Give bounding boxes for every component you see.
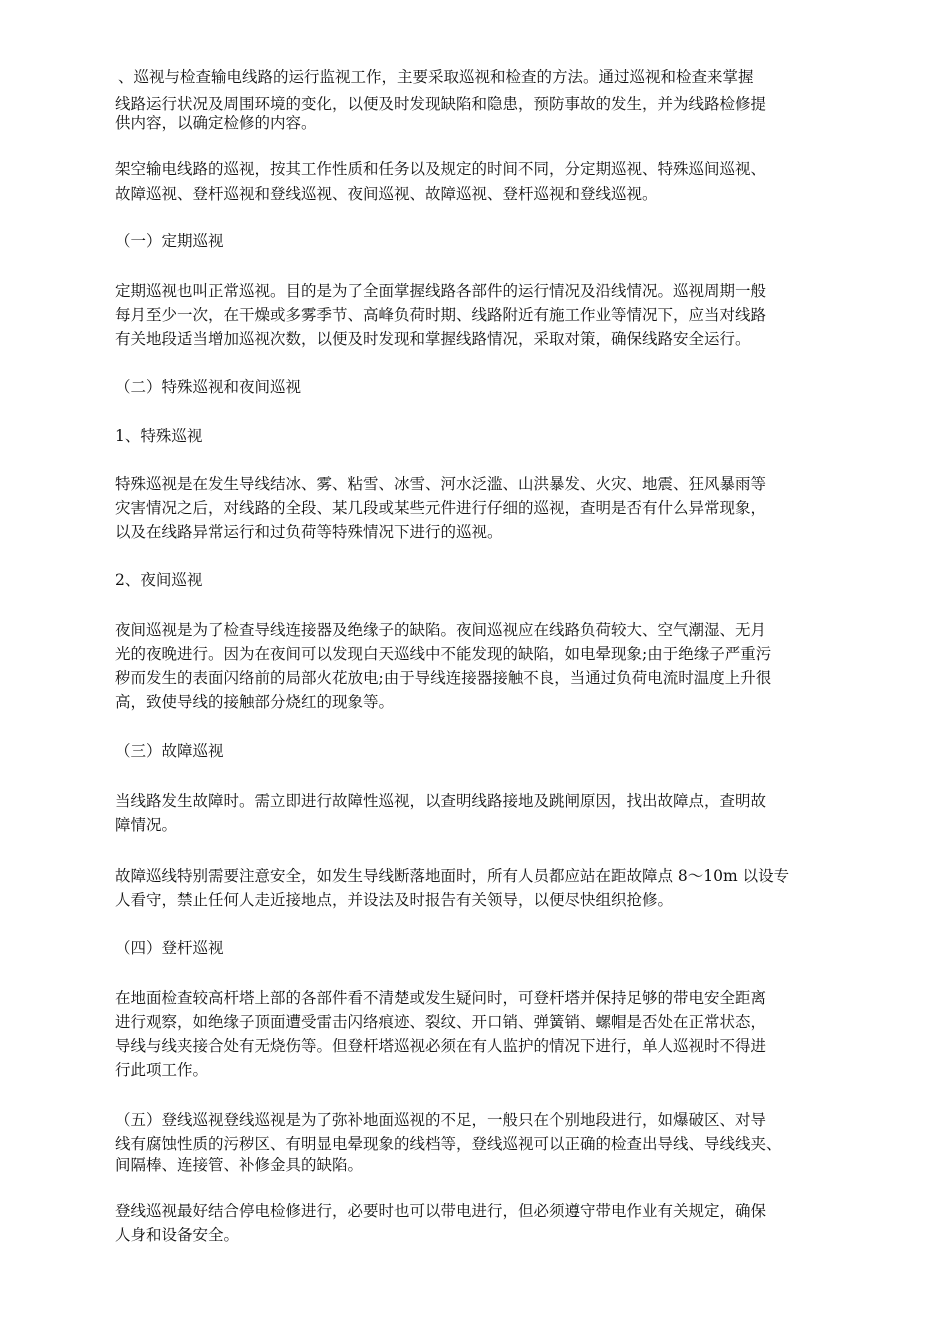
subsection-heading: 1、特殊巡视 xyxy=(115,427,203,445)
paragraph-line: 以及在线路异常运行和过负荷等特殊情况下进行的巡视。 xyxy=(115,523,503,541)
paragraph-line: 每月至少一次，在干燥或多雾季节、高峰负荷时期、线路附近有施工作业等情况下，应当对线路 xyxy=(115,306,767,324)
section-heading: （一）定期巡视 xyxy=(115,232,224,250)
paragraph-line: （五）登线巡视登线巡视是为了弥补地面巡视的不足，一般只在个别地段进行，如爆破区、对导 xyxy=(115,1111,767,1129)
paragraph-line: 光的夜晚进行。因为在夜间可以发现白天巡线中不能发现的缺陷，如电晕现象;由于绝缘子严重污 xyxy=(115,645,772,663)
paragraph-line: 特殊巡视是在发生导线结冰、雾、粘雪、冰雪、河水泛滥、山洪暴发、火灾、地震、狂风暴雨等 xyxy=(115,475,767,493)
paragraph-line: 、巡视与检查输电线路的运行监视工作，主要采取巡视和检查的方法。通过巡视和检查来掌握 xyxy=(118,68,754,86)
paragraph-line: 秽而发生的表面闪络前的局部火花放电;由于导线连接器接触不良，当通过负荷电流时温度上升很 xyxy=(115,669,772,687)
paragraph-line: 定期巡视也叫正常巡视。目的是为了全面掌握线路各部件的运行情况及沿线情况。巡视周期一般 xyxy=(115,282,767,300)
section-heading: （三）故障巡视 xyxy=(115,742,224,760)
paragraph-line: 灾害情况之后，对线路的全段、某几段或某些元件进行仔细的巡视，查明是否有什么异常现象， xyxy=(115,499,767,517)
paragraph-line: 供内容，以确定检修的内容。 xyxy=(115,114,317,132)
paragraph-line: 架空输电线路的巡视，按其工作性质和任务以及规定的时间不同，分定期巡视、特殊巡间巡视、 xyxy=(115,160,767,178)
paragraph-line: 登线巡视最好结合停电检修进行，必要时也可以带电进行，但必须遵守带电作业有关规定，确保 xyxy=(115,1202,767,1220)
paragraph-line: 人看守，禁止任何人走近接地点，并设法及时报告有关领导，以便尽快组织抢修。 xyxy=(115,891,674,909)
paragraph-line: 故障巡线特别需要注意安全，如发生导线断落地面时，所有人员都应站在距故障点 8～10m 以设专 xyxy=(115,867,790,885)
paragraph-line: 进行观察，如绝缘子顶面遭受雷击闪络痕迹、裂纹、开口销、弹簧销、螺帽是否处在正常状态， xyxy=(115,1013,767,1031)
paragraph-line: 导线与线夹接合处有无烧伤等。但登杆塔巡视必须在有人监护的情况下进行，单人巡视时不得进 xyxy=(115,1037,767,1055)
paragraph-line: 障情况。 xyxy=(115,816,178,834)
paragraph-line: 线路运行状况及周围环境的变化，以便及时发现缺陷和隐患，预防事故的发生，并为线路检修提 xyxy=(115,95,767,113)
paragraph-line: 在地面检查较高杆塔上部的各部件看不清楚或发生疑问时，可登杆塔并保持足够的带电安全距离 xyxy=(115,989,767,1007)
section-heading: （四）登杆巡视 xyxy=(115,939,224,957)
paragraph-line: 夜间巡视是为了检查导线连接器及绝缘子的缺陷。夜间巡视应在线路负荷较大、空气潮湿、无月 xyxy=(115,621,767,639)
paragraph-line: 故障巡视、登杆巡视和登线巡视、夜间巡视、故障巡视、登杆巡视和登线巡视。 xyxy=(115,185,658,203)
paragraph-line: 线有腐蚀性质的污秽区、有明显电晕现象的线档等，登线巡视可以正确的检查出导线、导线线夹、 xyxy=(115,1135,782,1153)
paragraph-line: 有关地段适当增加巡视次数，以便及时发现和掌握线路情况，采取对策，确保线路安全运行。 xyxy=(115,330,751,348)
section-heading: （二）特殊巡视和夜间巡视 xyxy=(115,378,302,396)
paragraph-line: 人身和设备安全。 xyxy=(115,1226,240,1244)
paragraph-line: 间隔棒、连接管、补修金具的缺陷。 xyxy=(115,1156,364,1174)
subsection-heading: 2、夜间巡视 xyxy=(115,571,203,589)
paragraph-line: 高，致使导线的接触部分烧红的现象等。 xyxy=(115,693,395,711)
paragraph-line: 当线路发生故障时。需立即进行故障性巡视，以查明线路接地及跳闸原因，找出故障点，查明故 xyxy=(115,792,767,810)
paragraph-line: 行此项工作。 xyxy=(115,1061,209,1079)
